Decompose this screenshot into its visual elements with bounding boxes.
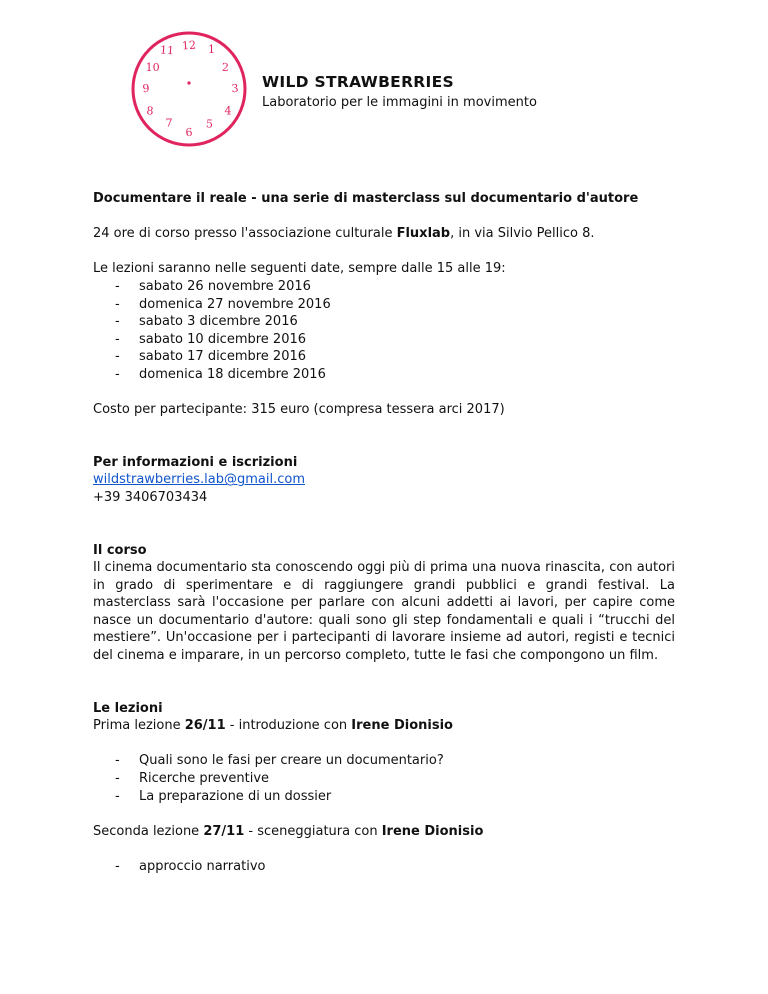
dates-list xyxy=(93,278,675,384)
cost-line: Costo per partecipante: 315 euro (compresa tessera arci 2017) xyxy=(93,402,505,418)
list-item: - domenica 18 dicembre 2016 xyxy=(93,366,675,384)
lesson1-topics xyxy=(93,752,675,805)
list-item: - sabato 17 dicembre 2016 xyxy=(93,348,675,366)
email-link[interactable]: wildstrawberries.lab@gmail.com xyxy=(93,472,305,488)
list-item: - sabato 3 dicembre 2016 xyxy=(93,313,675,331)
phone-number: +39 3406703434 xyxy=(93,489,208,505)
list-item: - La preparazione di un dossier xyxy=(93,788,675,806)
list-item: - approccio narrativo xyxy=(93,858,675,876)
document-heading: Documentare il reale - una serie di masterclass sul documentario d'autore xyxy=(93,191,639,206)
brand xyxy=(262,72,537,112)
list-item: - domenica 27 novembre 2016 xyxy=(93,296,675,314)
venue-name: Fluxlab xyxy=(396,226,451,242)
clock-number-4: 4 xyxy=(224,104,232,118)
clock-number-8: 8 xyxy=(146,104,154,118)
lessons-heading: Le lezioni xyxy=(93,700,163,716)
clock-number-2: 2 xyxy=(221,60,230,75)
clock-number-3: 3 xyxy=(231,81,239,96)
list-item: - Ricerche preventive xyxy=(93,770,675,788)
clock-number-6: 6 xyxy=(185,125,193,140)
document-body xyxy=(93,190,675,876)
lesson2-topics xyxy=(93,858,675,876)
clock-number-5: 5 xyxy=(205,117,214,131)
dates-intro: Le lezioni saranno nelle seguenti date, sempre dalle 15 alle 19: xyxy=(93,261,506,277)
clock-number-11: 11 xyxy=(159,43,175,58)
info-heading: Per informazioni e iscrizioni xyxy=(93,454,298,470)
intro-paragraph: 24 ore di corso presso l'associazione culturale Fluxlab, in via Silvio Pellico 8. xyxy=(93,226,595,242)
lesson1-title: Prima lezione 26/11 - introduzione con Irene Dionisio xyxy=(93,718,453,734)
list-item: - Quali sono le fasi per creare un documentario? xyxy=(93,752,675,770)
course-heading: Il corso xyxy=(93,542,147,558)
clock-number-10: 10 xyxy=(145,61,160,74)
brand-subtitle: Laboratorio per le immagini in movimento xyxy=(262,95,537,110)
list-item: - sabato 26 novembre 2016 xyxy=(93,278,675,296)
clock-number-1: 1 xyxy=(208,43,215,56)
course-paragraph: Il cinema documentario sta conoscendo oggi più di prima una nuova rinascita, con autori in grado di sperimentare e di raggiungere grandi pubblici e grandi festival. La masterclass sarà l'occasione per parlare con alcuni addetti ai lavori, per capire come nasce un documentario d'autore: quali sono gli step fondamentali e quali i “trucchi del mestiere”. Un'occasione per i partecipanti di lavorare insieme ad autori, registi e tecnici del cinema e imparare, in un percorso completo, tutte le fasi che compongono un film. xyxy=(93,560,675,664)
list-item: - sabato 10 dicembre 2016 xyxy=(93,331,675,349)
brand-title: WILD STRAWBERRIES xyxy=(262,73,454,91)
clock-logo-icon xyxy=(128,28,250,150)
clock-number-9: 9 xyxy=(142,81,150,96)
clock-number-7: 7 xyxy=(165,116,173,130)
email-link-row xyxy=(93,471,675,489)
clock-number-12: 12 xyxy=(181,38,197,53)
lesson2-title: Seconda lezione 27/11 - sceneggiatura con Irene Dionisio xyxy=(93,823,484,839)
